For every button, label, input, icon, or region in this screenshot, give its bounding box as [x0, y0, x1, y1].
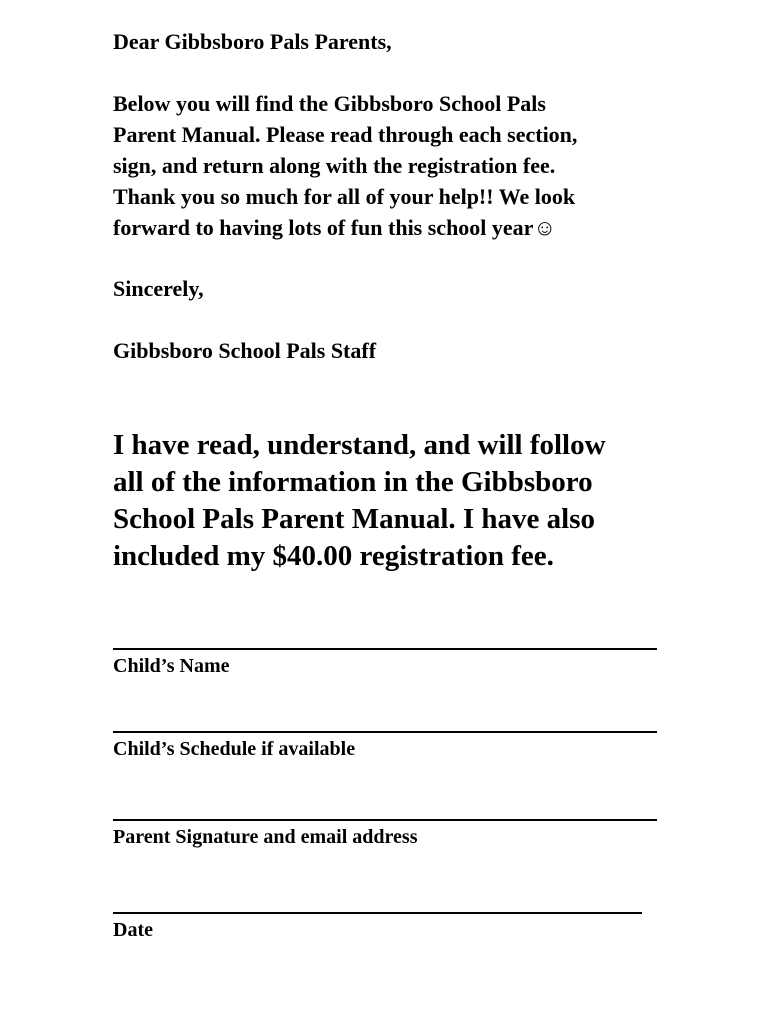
intro-line: Parent Manual. Please read through each section, [113, 122, 578, 147]
child-name-field [113, 648, 657, 678]
intro-line: forward to having lots of fun this school year☺ [113, 215, 556, 240]
child-schedule-field [113, 731, 657, 761]
acknowledgement-statement [113, 427, 673, 575]
intro-line: Below you will find the Gibbsboro School Pals [113, 91, 546, 116]
acknowledgement-line: included my $40.00 registration fee. [113, 540, 554, 572]
parent-signature-field [113, 819, 657, 849]
acknowledgement-line: I have read, understand, and will follow [113, 429, 606, 461]
letter-signoff: Gibbsboro School Pals Staff [113, 338, 377, 363]
acknowledgement-line: School Pals Parent Manual. I have also [113, 503, 596, 535]
date-field [113, 912, 642, 942]
parent-signature-blank-line [113, 819, 657, 821]
intro-line: sign, and return along with the registration fee. [113, 153, 556, 178]
acknowledgement-line: all of the information in the Gibbsboro [113, 466, 593, 498]
letter-closing: Sincerely, [113, 276, 204, 301]
letter-intro-paragraph [113, 88, 673, 243]
child-name-label: Child’s Name [113, 655, 230, 677]
letter-greeting: Dear Gibbsboro Pals Parents, [113, 29, 392, 54]
date-blank-line [113, 912, 642, 914]
child-schedule-label: Child’s Schedule if available [113, 738, 356, 760]
intro-line: Thank you so much for all of your help!! We look [113, 184, 576, 209]
child-schedule-blank-line [113, 731, 657, 733]
date-label: Date [113, 919, 153, 941]
child-name-blank-line [113, 648, 657, 650]
parent-signature-label: Parent Signature and email address [113, 826, 418, 848]
